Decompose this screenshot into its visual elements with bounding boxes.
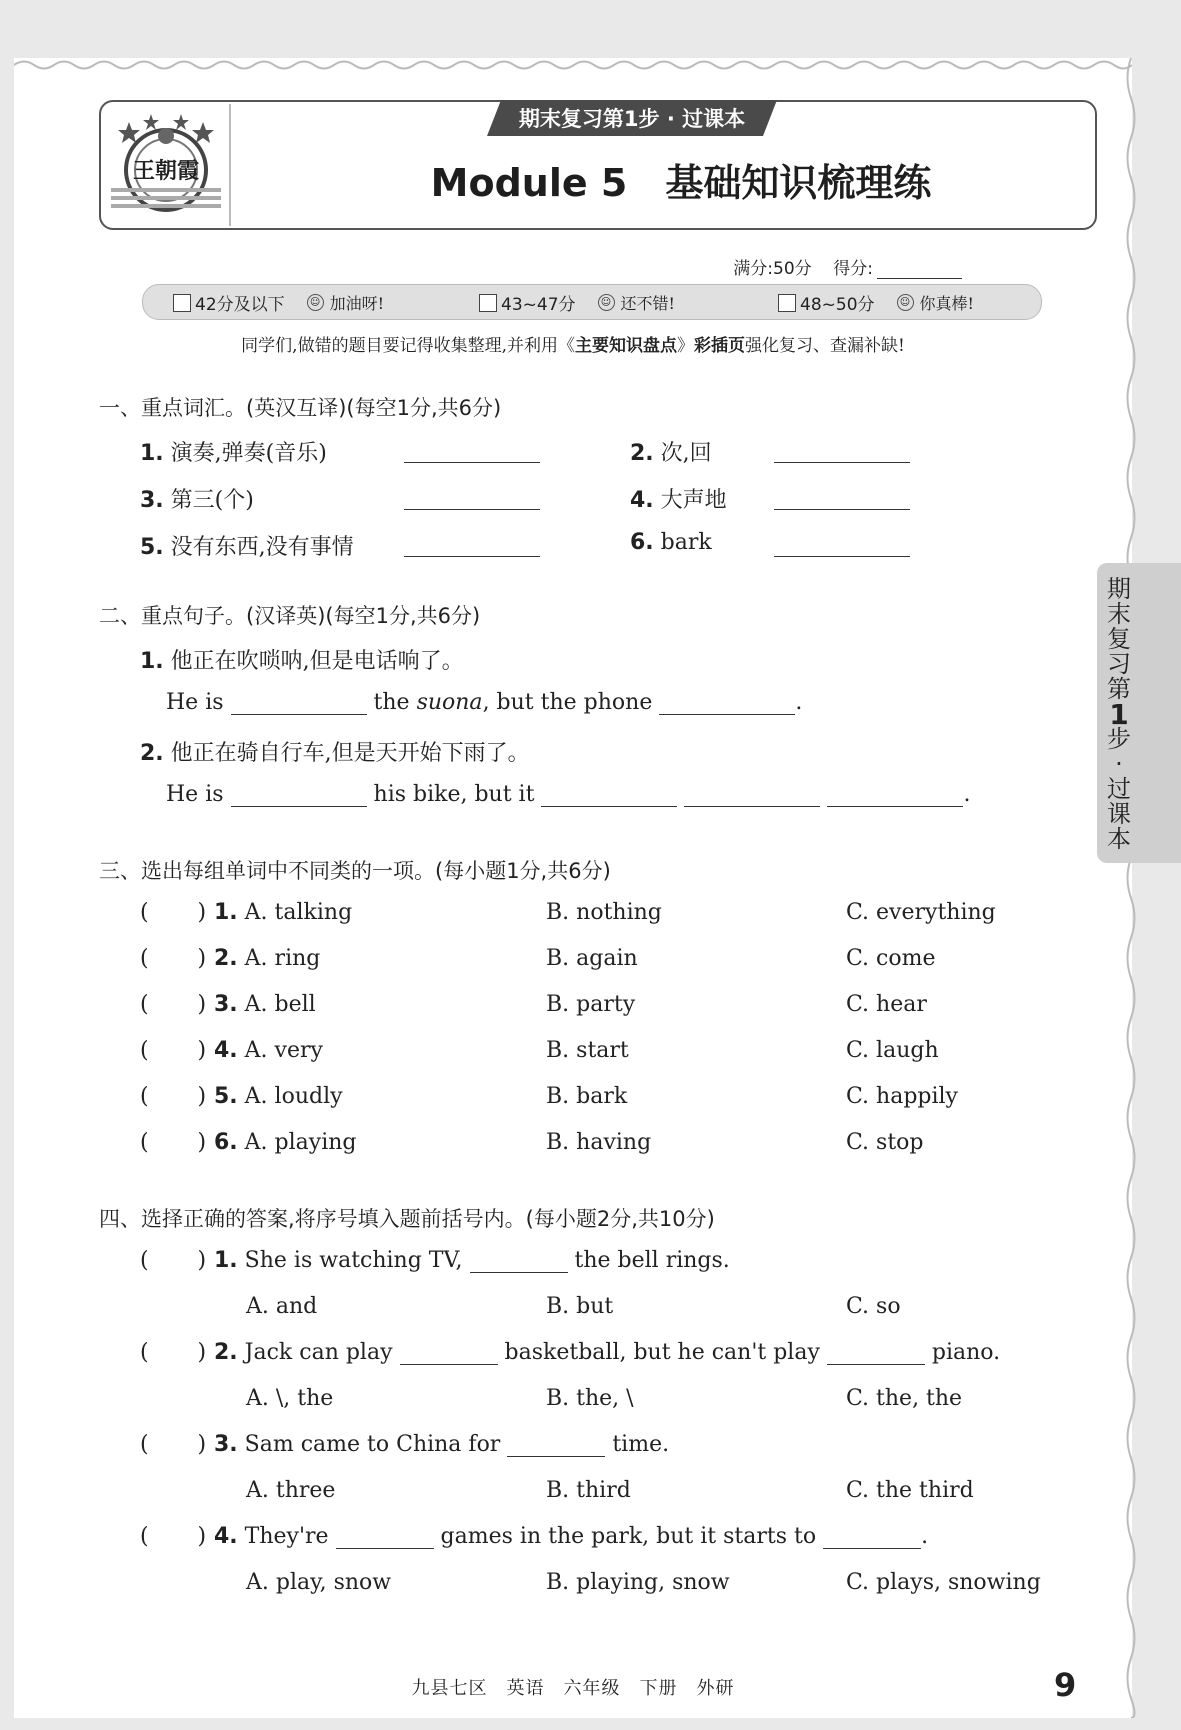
choice-c: C. happily bbox=[846, 1084, 958, 1109]
vocab-blank[interactable] bbox=[404, 534, 540, 557]
choice-b: B. nothing bbox=[546, 900, 662, 925]
answer-blank[interactable] bbox=[541, 784, 677, 807]
answer-blank[interactable] bbox=[659, 692, 795, 715]
grade-cheer: 你真棒! bbox=[919, 294, 974, 313]
choice-row: 4. A. very bbox=[214, 1038, 323, 1063]
choice-b: B. bark bbox=[546, 1084, 628, 1109]
section2-title: 二、重点句子。(汉译英)(每空1分,共6分) bbox=[99, 604, 481, 628]
vocab-blank[interactable] bbox=[774, 440, 910, 463]
answer-blank[interactable] bbox=[827, 784, 963, 807]
grade-checkbox[interactable] bbox=[778, 294, 796, 312]
option-a: A. and bbox=[246, 1294, 318, 1319]
answer-blank[interactable] bbox=[336, 1526, 434, 1549]
option-c: C. the third bbox=[846, 1478, 974, 1503]
section1-title: 一、重点词汇。(英汉互译)(每空1分,共6分) bbox=[99, 396, 502, 420]
logo-divider bbox=[229, 104, 231, 226]
page-number: 9 bbox=[1054, 1666, 1077, 1704]
answer-paren[interactable]: ( ) bbox=[140, 1084, 207, 1109]
choice-row: 2. A. ring bbox=[214, 946, 321, 971]
vocab-blank[interactable] bbox=[404, 440, 540, 463]
option-c: C. the, the bbox=[846, 1386, 963, 1411]
grade-item bbox=[173, 290, 384, 315]
choice-row: 1. A. talking bbox=[214, 900, 353, 925]
option-a: A. three bbox=[246, 1478, 336, 1503]
grade-range: 48~50分 bbox=[800, 295, 875, 315]
choice-b: B. party bbox=[546, 992, 636, 1017]
vocab-blank[interactable] bbox=[774, 487, 910, 510]
choice-c: C. come bbox=[846, 946, 936, 971]
sentence-q1-cn: 1. 他正在吹唢呐,但是电话响了。 bbox=[140, 649, 464, 674]
step-banner-text: 期末复习第1步 · 过课本 bbox=[518, 107, 746, 131]
vocab-item: 3. 第三(个) bbox=[140, 488, 254, 513]
worksheet-page bbox=[14, 58, 1132, 1718]
wavy-top-border bbox=[14, 58, 1132, 72]
vocab-item: 2. 次,回 bbox=[630, 441, 712, 466]
answer-paren[interactable]: ( ) bbox=[140, 900, 207, 925]
option-c: C. plays, snowing bbox=[846, 1570, 1041, 1595]
choice-c: C. everything bbox=[846, 900, 996, 925]
full-score-label: 满分:50分 bbox=[733, 259, 812, 279]
score-blank[interactable] bbox=[877, 262, 962, 279]
answer-blank[interactable] bbox=[470, 1250, 568, 1273]
option-b: B. third bbox=[546, 1478, 631, 1503]
side-tab-text: 期 末 复 习 第 1 步 · 过 课 本 bbox=[1107, 575, 1131, 853]
option-b: B. playing, snow bbox=[546, 1570, 730, 1595]
smiley-icon: ☺ bbox=[897, 294, 914, 311]
notice-text: 同学们,做错的题目要记得收集整理,并利用《主要知识盘点》彩插页强化复习、查漏补缺! bbox=[241, 336, 905, 356]
smiley-icon: ☺ bbox=[307, 294, 324, 311]
footer-text: 九县七区 英语 六年级 下册 外研 bbox=[411, 1678, 735, 1699]
answer-paren[interactable]: ( ) bbox=[140, 1340, 207, 1365]
header-box bbox=[99, 100, 1097, 230]
choice-row: 6. A. playing bbox=[214, 1130, 357, 1155]
section3-title: 三、选出每组单词中不同类的一项。(每小题1分,共6分) bbox=[99, 859, 611, 883]
answer-blank[interactable] bbox=[827, 1342, 925, 1365]
mc-question: 2. Jack can play basketball, but he can't play piano. bbox=[214, 1340, 1001, 1365]
side-tab bbox=[1097, 563, 1181, 863]
answer-blank[interactable] bbox=[231, 692, 367, 715]
vocab-item: 6. bark bbox=[630, 530, 712, 555]
option-a: A. \, the bbox=[246, 1386, 334, 1411]
answer-blank[interactable] bbox=[231, 784, 367, 807]
answer-paren[interactable]: ( ) bbox=[140, 1130, 207, 1155]
choice-row: 3. A. bell bbox=[214, 992, 316, 1017]
section4-title: 四、选择正确的答案,将序号填入题前括号内。(每小题2分,共10分) bbox=[99, 1207, 715, 1231]
answer-blank[interactable] bbox=[507, 1434, 605, 1457]
score-label: 得分: bbox=[833, 259, 873, 279]
grade-checkbox[interactable] bbox=[479, 294, 497, 312]
grade-range: 43~47分 bbox=[501, 295, 576, 315]
answer-paren[interactable]: ( ) bbox=[140, 1432, 207, 1457]
choice-b: B. having bbox=[546, 1130, 652, 1155]
option-b: B. but bbox=[546, 1294, 614, 1319]
option-a: A. play, snow bbox=[246, 1570, 392, 1595]
grade-cheer: 加油呀! bbox=[329, 294, 385, 313]
grade-cheer: 还不错! bbox=[620, 294, 675, 313]
answer-paren[interactable]: ( ) bbox=[140, 1038, 207, 1063]
logo-seal-icon bbox=[111, 106, 221, 224]
grade-bar bbox=[142, 284, 1042, 320]
sentence-q1-en: He is the suona, but the phone . bbox=[166, 690, 803, 715]
score-line bbox=[733, 254, 962, 279]
choice-row: 5. A. loudly bbox=[214, 1084, 343, 1109]
choice-b: B. again bbox=[546, 946, 638, 971]
choice-c: C. laugh bbox=[846, 1038, 939, 1063]
choice-b: B. start bbox=[546, 1038, 629, 1063]
grade-range: 42分及以下 bbox=[195, 295, 285, 315]
mc-question: 3. Sam came to China for time. bbox=[214, 1432, 670, 1457]
answer-blank[interactable] bbox=[684, 784, 820, 807]
mc-question: 4. They're games in the park, but it starts to . bbox=[214, 1524, 929, 1549]
answer-blank[interactable] bbox=[823, 1526, 921, 1549]
vocab-item: 1. 演奏,弹奏(音乐) bbox=[140, 441, 327, 466]
smiley-icon: ☺ bbox=[598, 294, 615, 311]
vocab-item: 5. 没有东西,没有事情 bbox=[140, 535, 354, 560]
svg-text:王朝霞: 王朝霞 bbox=[132, 158, 200, 184]
page-title: Module 5 基础知识梳理练 bbox=[430, 161, 932, 205]
mc-question: 1. She is watching TV, the bell rings. bbox=[214, 1248, 730, 1273]
grade-item bbox=[778, 290, 974, 315]
sentence-q2-cn: 2. 他正在骑自行车,但是天开始下雨了。 bbox=[140, 741, 530, 766]
answer-paren[interactable]: ( ) bbox=[140, 1248, 207, 1273]
option-b: B. the, \ bbox=[546, 1386, 634, 1411]
option-c: C. so bbox=[846, 1294, 901, 1319]
vocab-blank[interactable] bbox=[774, 534, 910, 557]
sentence-q2-en: He is his bike, but it . bbox=[166, 782, 971, 807]
answer-paren[interactable]: ( ) bbox=[140, 1524, 207, 1549]
answer-paren[interactable]: ( ) bbox=[140, 992, 207, 1017]
grade-item bbox=[479, 290, 675, 315]
answer-paren[interactable]: ( ) bbox=[140, 946, 207, 971]
vocab-blank[interactable] bbox=[404, 487, 540, 510]
answer-blank[interactable] bbox=[400, 1342, 498, 1365]
choice-c: C. stop bbox=[846, 1130, 924, 1155]
grade-checkbox[interactable] bbox=[173, 294, 191, 312]
step-banner bbox=[487, 100, 777, 140]
vocab-item: 4. 大声地 bbox=[630, 488, 727, 513]
choice-c: C. hear bbox=[846, 992, 927, 1017]
wavy-right-border bbox=[1124, 58, 1138, 1718]
